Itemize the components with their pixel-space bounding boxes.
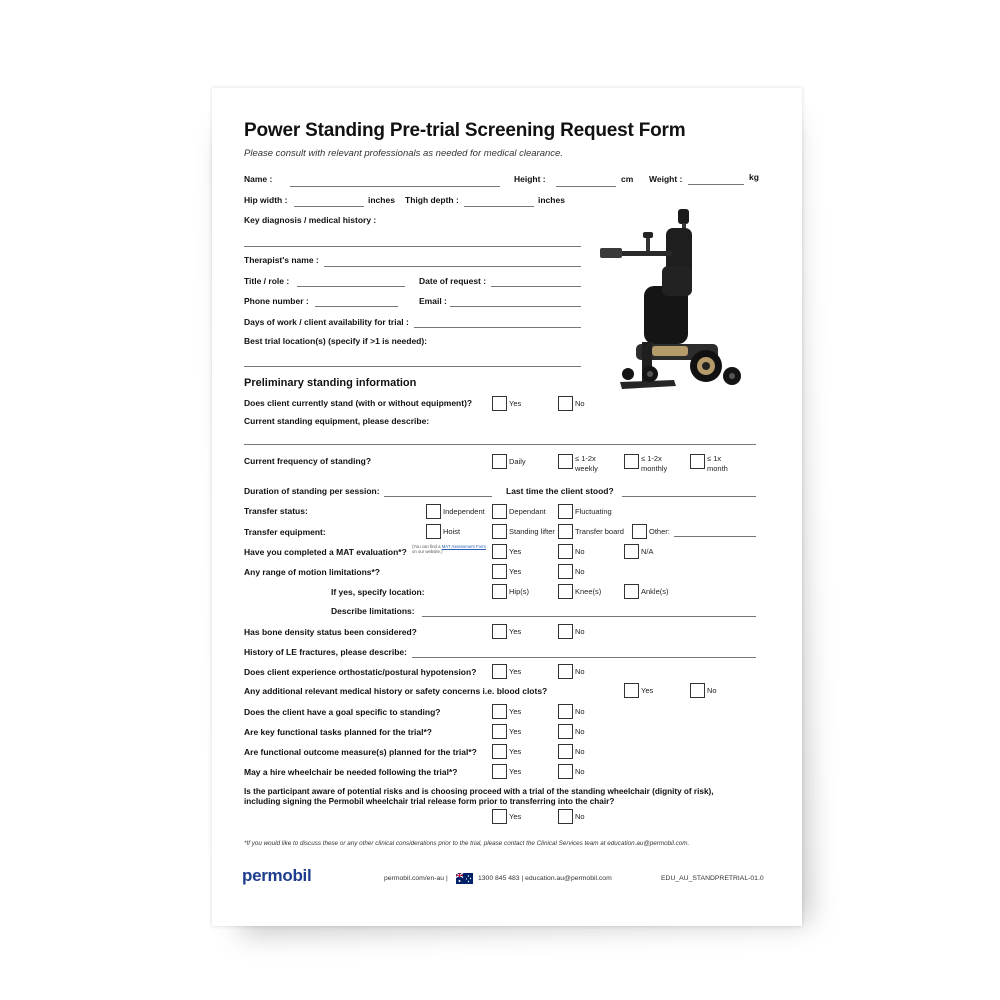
equipment-other-checkbox[interactable] [632, 524, 647, 539]
bone-density-yes-label: Yes [509, 627, 522, 636]
height-label: Height : [514, 174, 546, 184]
hire-wheelchair-no-label: No [575, 767, 585, 776]
currently-stand-no-label: No [575, 399, 585, 408]
transfer-independent-label: Independent [443, 507, 485, 516]
goal-question: Does the client have a goal specific to standing? [244, 707, 441, 717]
describe-limitations-label: Describe limitations: [331, 606, 415, 616]
transfer-dependant-label: Dependant [509, 507, 546, 516]
diagnosis-label: Key diagnosis / medical history : [244, 215, 377, 225]
therapist-field[interactable] [324, 266, 581, 267]
last-time-question: Last time the client stood? [506, 486, 614, 496]
currently-stand-no-checkbox[interactable] [558, 396, 573, 411]
currently-stand-yes-checkbox[interactable] [492, 396, 507, 411]
height-field[interactable] [556, 186, 616, 187]
rom-no-checkbox[interactable] [558, 564, 573, 579]
frequency-weekly-label-2: weekly [575, 464, 598, 473]
equipment-field[interactable] [244, 444, 756, 445]
permobil-logo: permobil [242, 866, 312, 885]
currently-stand-question: Does client currently stand (with or without equipment)? [244, 398, 473, 408]
outcome-measures-no-label: No [575, 747, 585, 756]
height-unit: cm [621, 174, 634, 184]
risk-yes-label: Yes [509, 812, 522, 821]
equipment-hoist-label: Hoist [443, 527, 461, 536]
page-subtitle: Please consult with relevant professionals as needed for medical clearance. [244, 148, 563, 159]
phone-label: Phone number : [244, 296, 309, 306]
equipment-transfer-board-checkbox[interactable] [558, 524, 573, 539]
transfer-status-question: Transfer status: [244, 506, 308, 516]
le-fractures-field[interactable] [412, 657, 756, 658]
hire-wheelchair-yes-label: Yes [509, 767, 522, 776]
rom-no-label: No [575, 567, 585, 576]
functional-tasks-question: Are key functional tasks planned for the trial*? [244, 727, 432, 737]
frequency-month-checkbox[interactable] [690, 454, 705, 469]
risk-no-checkbox[interactable] [558, 809, 573, 824]
mat-na-label: N/A [641, 547, 654, 556]
rom-yes-label: Yes [509, 567, 522, 576]
equipment-standing-lifter-checkbox[interactable] [492, 524, 507, 539]
bone-density-yes-checkbox[interactable] [492, 624, 507, 639]
rom-hips-checkbox[interactable] [492, 584, 507, 599]
outcome-measures-yes-label: Yes [509, 747, 522, 756]
page-title: Power Standing Pre-trial Screening Request Form [244, 120, 686, 141]
footnote: *If you would like to discuss these or any other clinical considerations prior to the trial, please contact the Clinical Services team at education.au@permobil.com. [244, 840, 690, 847]
transfer-independent-checkbox[interactable] [426, 504, 441, 519]
thigh-depth-unit: inches [538, 195, 565, 205]
goal-no-checkbox[interactable] [558, 704, 573, 719]
equipment-transfer-board-label: Transfer board [575, 527, 624, 536]
rom-yes-checkbox[interactable] [492, 564, 507, 579]
mat-note: (You can find a MAT Assessment Form on our website.) [412, 544, 486, 554]
goal-yes-label: Yes [509, 707, 522, 716]
le-fractures-question: History of LE fractures, please describe: [244, 647, 407, 657]
specify-location-label: If yes, specify location: [331, 587, 425, 597]
rom-hips-label: Hip(s) [509, 587, 529, 596]
rom-question: Any range of motion limitations*? [244, 567, 381, 577]
bone-density-no-label: No [575, 627, 585, 636]
transfer-dependant-checkbox[interactable] [492, 504, 507, 519]
currently-stand-yes-label: Yes [509, 399, 522, 408]
risk-yes-checkbox[interactable] [492, 809, 507, 824]
name-label: Name : [244, 174, 273, 184]
hire-wheelchair-yes-checkbox[interactable] [492, 764, 507, 779]
equipment-standing-lifter-label: Standing lifter [509, 527, 555, 536]
rom-knees-label: Knee(s) [575, 587, 602, 596]
location-label: Best trial location(s) (specify if >1 is needed): [244, 336, 428, 346]
outcome-measures-no-checkbox[interactable] [558, 744, 573, 759]
date-request-label: Date of request : [419, 276, 487, 286]
title-role-label: Title / role : [244, 276, 290, 286]
additional-no-label: No [707, 686, 717, 695]
describe-limitations-field[interactable] [422, 616, 756, 617]
australian-flag-icon [456, 873, 473, 884]
additional-yes-checkbox[interactable] [624, 683, 639, 698]
mat-na-checkbox[interactable] [624, 544, 639, 559]
equipment-other-label: Other: [649, 527, 670, 536]
outcome-measures-yes-checkbox[interactable] [492, 744, 507, 759]
transfer-fluctuating-checkbox[interactable] [558, 504, 573, 519]
hypotension-no-checkbox[interactable] [558, 664, 573, 679]
transfer-fluctuating-label: Fluctuating [575, 507, 612, 516]
frequency-month-label-2: month [707, 464, 728, 473]
hip-width-field[interactable] [294, 206, 364, 207]
transfer-equipment-question: Transfer equipment: [244, 527, 326, 537]
frequency-month-label: ≤ 1x [707, 454, 722, 463]
hypotension-yes-label: Yes [509, 667, 522, 676]
bone-density-question: Has bone density status been considered? [244, 627, 417, 637]
hip-width-unit: inches [368, 195, 395, 205]
location-field[interactable] [244, 366, 581, 367]
thigh-depth-field[interactable] [464, 206, 534, 207]
hip-width-label: Hip width : [244, 195, 288, 205]
days-label: Days of work / client availability for trial : [244, 317, 409, 327]
email-label: Email : [419, 296, 447, 306]
weight-unit: kg [749, 172, 759, 182]
risk-question-line-1: Is the participant aware of potential risks and is choosing proceed with a trial of the standing wheelchair (dignity of risk), [244, 787, 714, 796]
last-time-field[interactable] [622, 496, 756, 497]
frequency-weekly-checkbox[interactable] [558, 454, 573, 469]
weight-label: Weight : [649, 174, 683, 184]
mat-yes-label: Yes [509, 547, 522, 556]
weight-field[interactable] [688, 184, 744, 185]
name-field[interactable] [290, 186, 500, 187]
hire-wheelchair-no-checkbox[interactable] [558, 764, 573, 779]
hypotension-question: Does client experience orthostatic/postural hypotension? [244, 667, 477, 677]
equipment-question: Current standing equipment, please describe: [244, 416, 430, 426]
mat-form-link[interactable]: MAT Assessment Form [441, 544, 486, 549]
hypotension-yes-checkbox[interactable] [492, 664, 507, 679]
additional-no-checkbox[interactable] [690, 683, 705, 698]
hypotension-no-label: No [575, 667, 585, 676]
risk-question-line-2: including signing the Permobil wheelchair trial release form prior to transferring into the chair? [244, 797, 615, 806]
equipment-other-field[interactable] [674, 536, 756, 537]
diagnosis-field[interactable] [244, 246, 581, 247]
equipment-hoist-checkbox[interactable] [426, 524, 441, 539]
date-request-field[interactable] [491, 286, 581, 287]
therapist-label: Therapist's name : [244, 255, 319, 265]
frequency-question: Current frequency of standing? [244, 456, 372, 466]
title-role-field[interactable] [297, 286, 405, 287]
functional-tasks-yes-checkbox[interactable] [492, 724, 507, 739]
rom-knees-checkbox[interactable] [558, 584, 573, 599]
thigh-depth-label: Thigh depth : [405, 195, 459, 205]
section-title: Preliminary standing information [244, 377, 417, 389]
footer-document-code: EDU_AU_STANDPRETRIAL-01.0 [661, 875, 764, 882]
form-page [212, 88, 802, 926]
additional-yes-label: Yes [641, 686, 654, 695]
footer-contact: 1300 845 483 | education.au@permobil.com [478, 875, 612, 882]
outcome-measures-question: Are functional outcome measure(s) planned for the trial*? [244, 747, 477, 757]
footer-website[interactable]: permobil.com/en-au | [384, 875, 448, 882]
mat-question: Have you completed a MAT evaluation*? [244, 547, 407, 557]
functional-tasks-yes-label: Yes [509, 727, 522, 736]
risk-no-label: No [575, 812, 585, 821]
frequency-monthly-label-2: monthly [641, 464, 668, 473]
rom-ankles-checkbox[interactable] [624, 584, 639, 599]
mat-yes-checkbox[interactable] [492, 544, 507, 559]
functional-tasks-no-label: No [575, 727, 585, 736]
functional-tasks-no-checkbox[interactable] [558, 724, 573, 739]
frequency-daily-label: Daily [509, 457, 526, 466]
goal-yes-checkbox[interactable] [492, 704, 507, 719]
duration-field[interactable] [384, 496, 492, 497]
bone-density-no-checkbox[interactable] [558, 624, 573, 639]
duration-question: Duration of standing per session: [244, 486, 380, 496]
hire-wheelchair-question: May a hire wheelchair be needed following the trial*? [244, 767, 458, 777]
frequency-monthly-label: ≤ 1-2x [641, 454, 662, 463]
rom-ankles-label: Ankle(s) [641, 587, 669, 596]
frequency-daily-checkbox[interactable] [492, 454, 507, 469]
additional-question: Any additional relevant medical history or safety concerns i.e. blood clots? [244, 686, 548, 696]
frequency-weekly-label: ≤ 1-2x [575, 454, 596, 463]
mat-no-label: No [575, 547, 585, 556]
power-standing-wheelchair-image [598, 206, 746, 402]
email-field[interactable] [450, 306, 581, 307]
goal-no-label: No [575, 707, 585, 716]
mat-no-checkbox[interactable] [558, 544, 573, 559]
phone-field[interactable] [315, 306, 398, 307]
days-field[interactable] [414, 327, 581, 328]
frequency-monthly-checkbox[interactable] [624, 454, 639, 469]
